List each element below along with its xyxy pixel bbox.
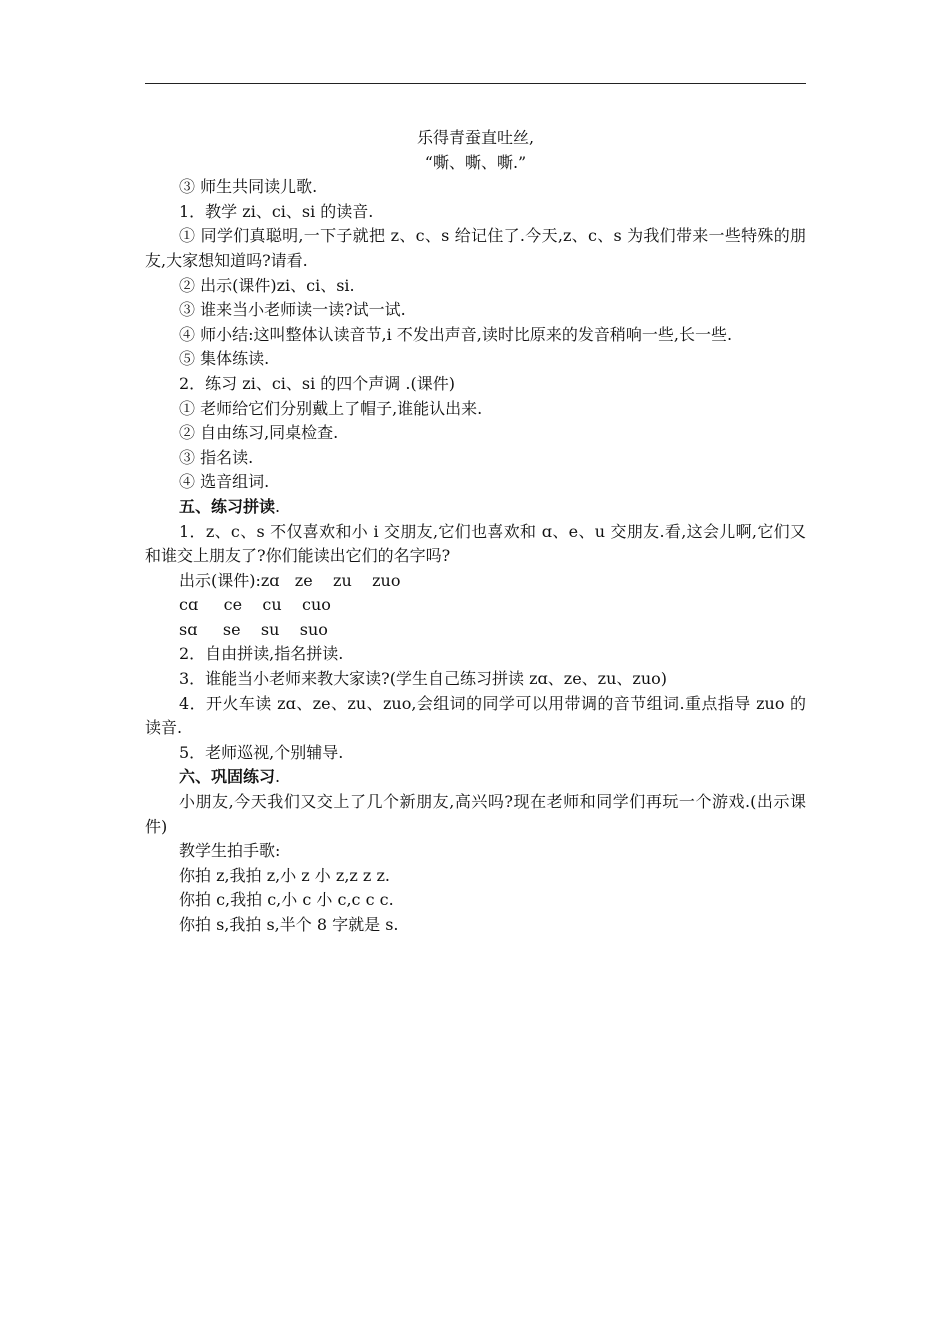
section-heading-6: 六、巩固练习. xyxy=(179,767,281,787)
clapping-song-line-c: 你拍 c,我拍 c,小 c 小 c,c c c. xyxy=(179,890,394,910)
step-group-practice: ⑤ 集体练读. xyxy=(179,349,270,369)
step-wear-hats: ① 老师给它们分别戴上了帽子,谁能认出来. xyxy=(179,398,483,418)
document-body xyxy=(145,126,806,938)
poem-line-1: 乐得青蚕直吐丝, xyxy=(416,128,535,147)
paragraph-make-friends: 1．z、c、s 不仅喜欢和小 i 交朋友,它们也喜欢和 ɑ、e、u 交朋友.看,这会儿啊,它们又和谁交上朋友了?你们能读出它们的名字吗? xyxy=(145,521,806,566)
section-heading-5: 五、练习拼读. xyxy=(179,496,281,516)
paragraph-train-reading: 4．开火车读 zɑ、ze、zu、zuo,会组词的同学可以用带调的音节组词.重点指导 zuo 的读音. xyxy=(145,693,806,738)
step-little-teacher: ③ 谁来当小老师读一读?试一试. xyxy=(179,300,406,320)
section-four-tones: 2．练习 zi、ci、si 的四个声调 .(课件) xyxy=(179,373,455,393)
pinyin-row-c: cɑ ce cu cuo xyxy=(179,595,331,615)
pinyin-row-s: sɑ se su suo xyxy=(179,619,328,639)
clapping-song-line-z: 你拍 z,我拍 z,小 z 小 z,z z z. xyxy=(179,865,390,885)
step-read-song: ③ 师生共同读儿歌. xyxy=(179,177,318,197)
clapping-song-line-s: 你拍 s,我拍 s,半个 8 字就是 s. xyxy=(179,915,399,934)
section-heading-6-text: 六、巩固练习 xyxy=(179,767,276,787)
paragraph-new-game: 小朋友,今天我们又交上了几个新朋友,高兴吗?现在老师和同学们再玩一个游戏.(出示课件) xyxy=(145,792,806,836)
section-heading-5-text: 五、练习拼读 xyxy=(179,496,276,516)
step-teach-everyone: 3．谁能当小老师来教大家读?(学生自己练习拼读 zɑ、ze、zu、zuo) xyxy=(179,669,668,689)
step-teacher-tour: 5．老师巡视,个别辅导. xyxy=(179,742,344,762)
pinyin-row-z: 出示(课件):zɑ ze zu zuo xyxy=(179,570,401,590)
step-free-spelling: 2．自由拼读,指名拼读. xyxy=(179,644,344,664)
step-named-reading: ③ 指名读. xyxy=(179,447,254,467)
paragraph-special-friends: ① 同学们真聪明,一下子就把 z、c、s 给记住了.今天,z、c、s 为我们带来一些特殊的朋友,大家想知道吗?请看. xyxy=(145,226,806,270)
step-free-practice: ② 自由练习,同桌检查. xyxy=(179,423,339,443)
section-teach-zi-ci-si: 1．教学 zi、ci、si 的读音. xyxy=(179,201,374,221)
step-word-forming: ④ 选音组词. xyxy=(179,472,270,492)
header-rule xyxy=(145,83,806,84)
step-show-courseware: ② 出示(课件)zi、ci、si. xyxy=(179,275,355,295)
clapping-song-title: 教学生拍手歌: xyxy=(179,841,281,861)
paragraph-teacher-summary: ④ 师小结:这叫整体认读音节,i 不发出声音,读时比原来的发音稍响一些,长一些. xyxy=(179,324,733,344)
poem-line-2: “嘶、嘶、嘶.” xyxy=(424,152,527,172)
